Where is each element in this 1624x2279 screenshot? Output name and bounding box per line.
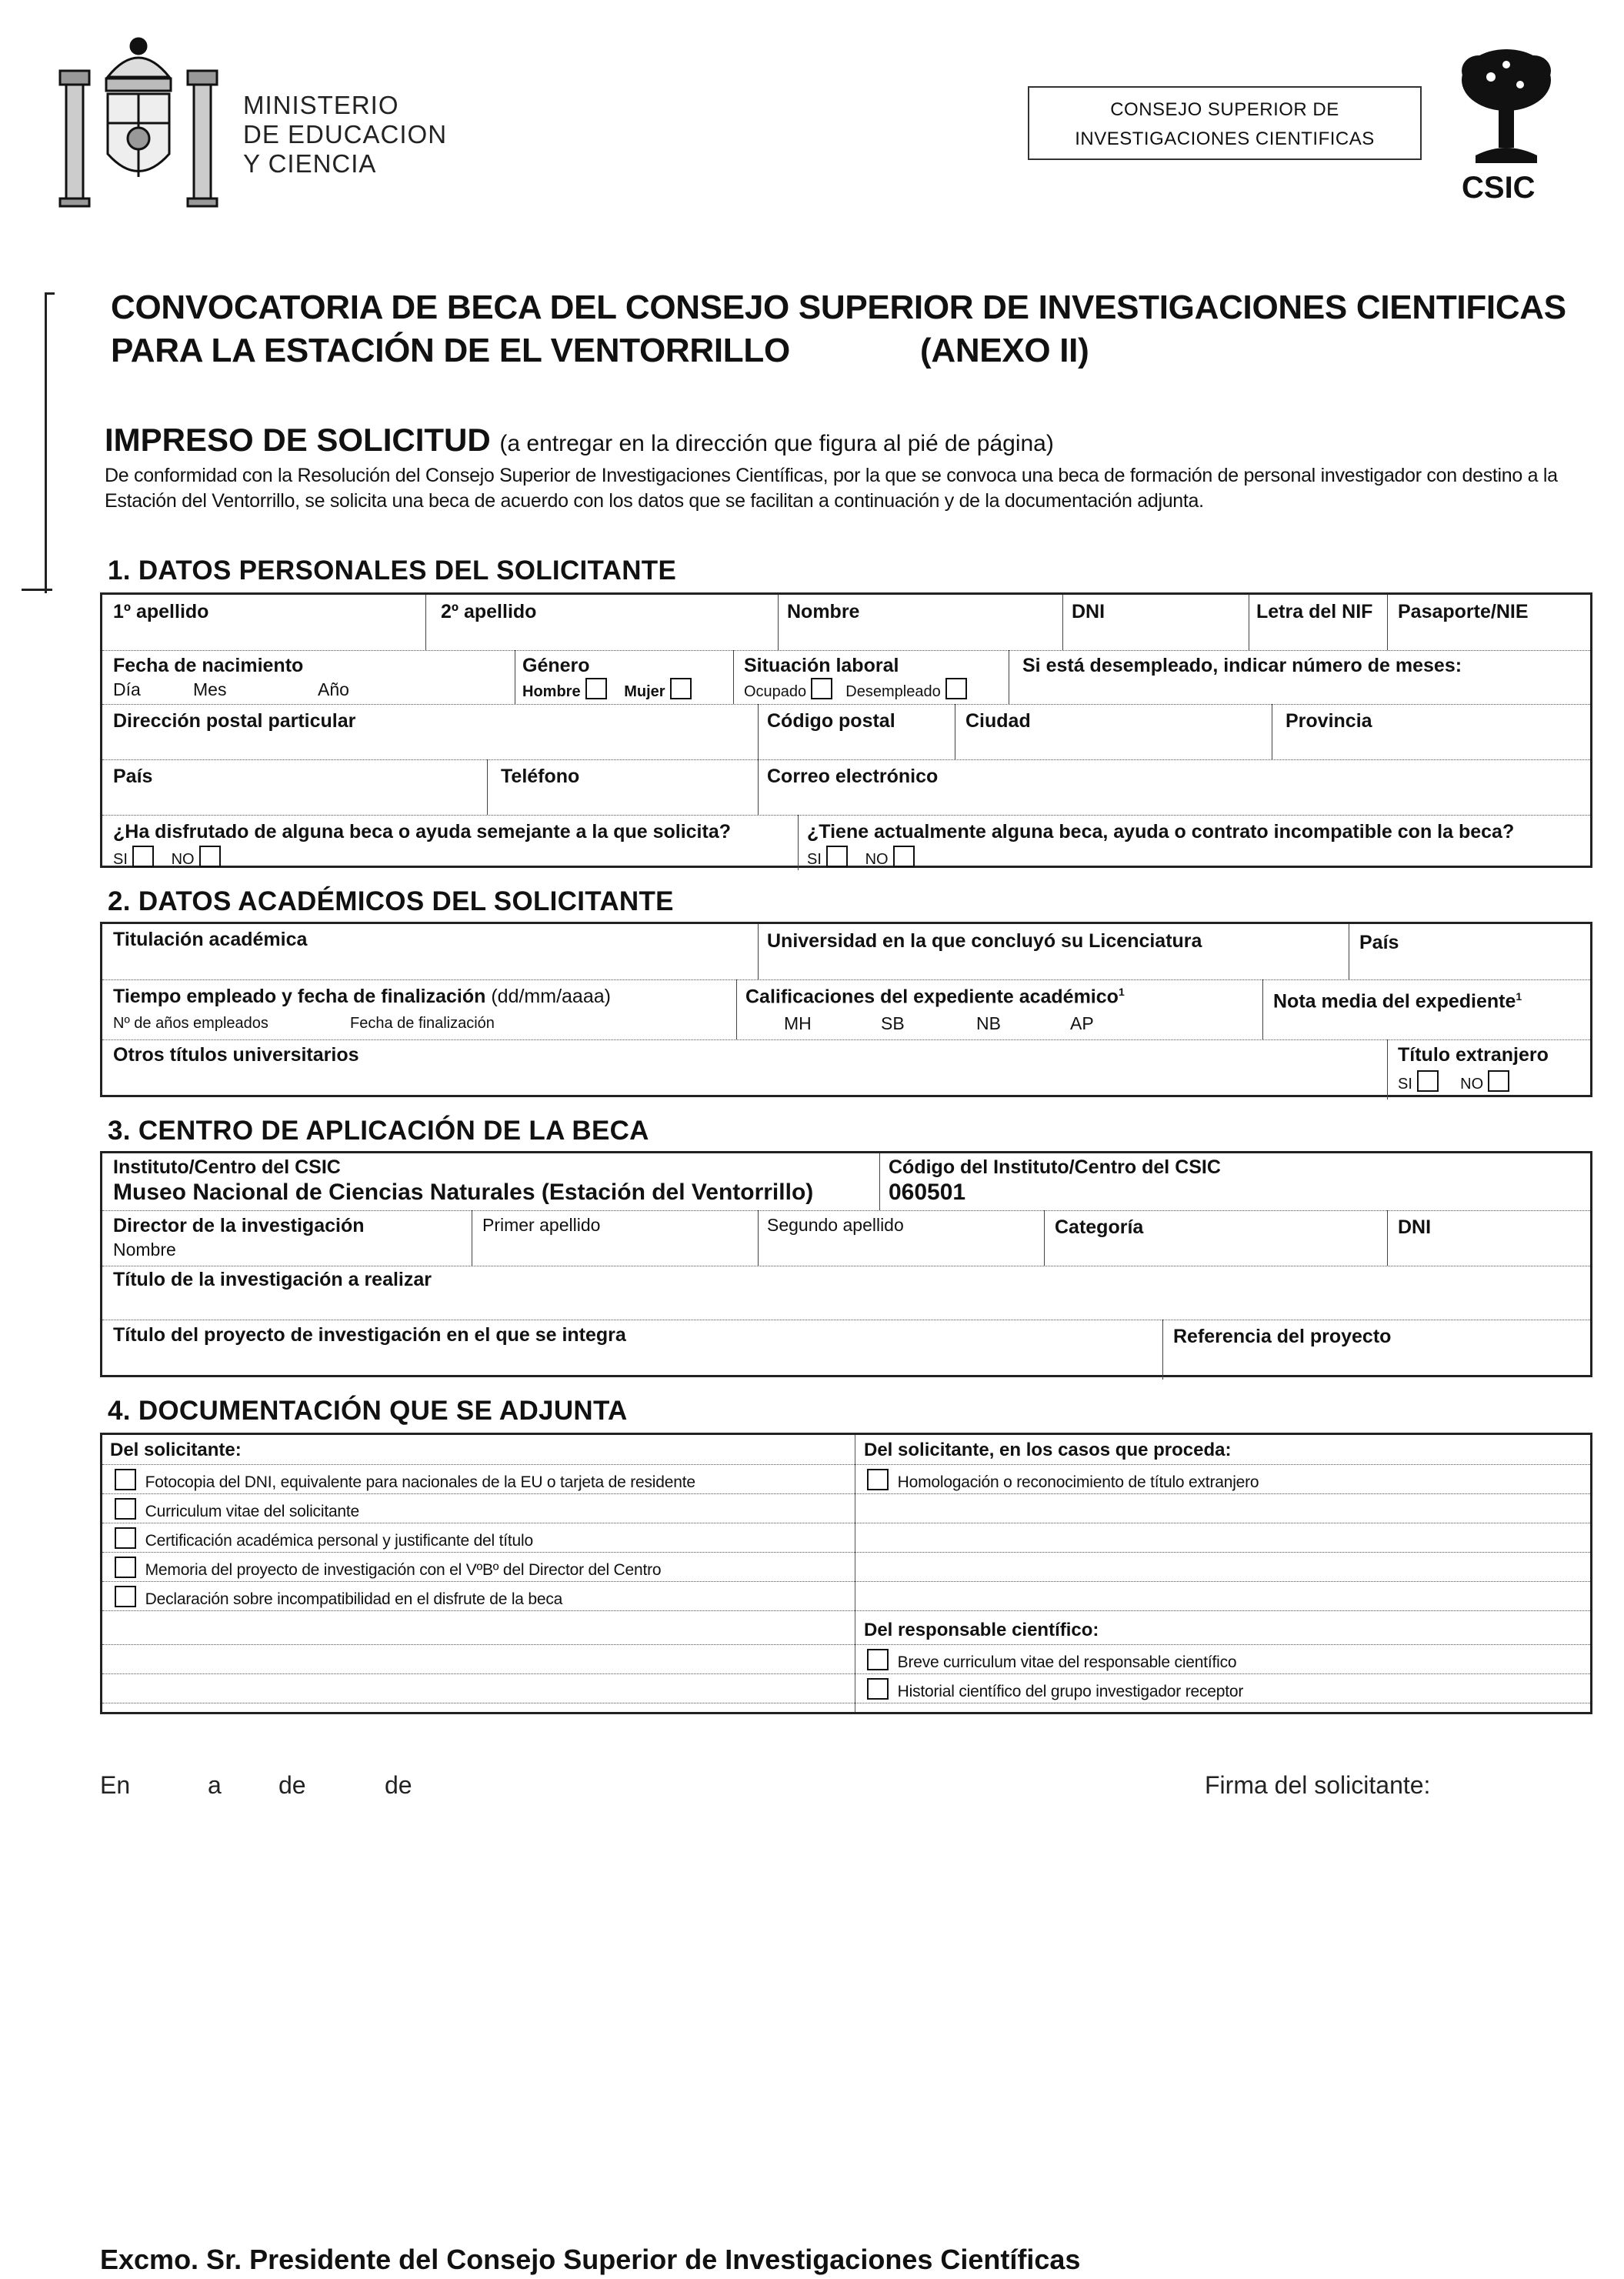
application-center-table: [100, 1151, 1592, 1377]
table-row: Otros títulos universitarios Título extranjero SI NO: [102, 1039, 1590, 1099]
title-bracket-foot: [22, 589, 52, 591]
table-row: Del responsable científico:: [102, 1610, 1590, 1645]
intro-paragraph: De conformidad con la Resolución del Consejo Superior de Investigaciones Científicas, por la que se convoca una beca de formación de personal investigador con destino a la Estación del Ventorrillo, se solicita una beca de acuerdo con los datos que se facilitan a continuación y de la documentación adjunta.: [105, 465, 1558, 512]
day-label: a: [208, 1771, 222, 1799]
doc-incompatibility-checkbox[interactable]: [115, 1586, 136, 1607]
incompatible-yes-checkbox[interactable]: [826, 846, 848, 867]
table-row: Fecha de nacimiento Día Mes Año Género Hombre Mujer Situación laboral Ocupado Desempleado Si está desempleado, indicar número de meses:: [102, 650, 1590, 705]
doc-homologation-checkbox[interactable]: [867, 1469, 889, 1490]
table-row: País Teléfono Correo electrónico: [102, 759, 1590, 816]
title-bracket: [45, 292, 55, 593]
personal-data-table: [100, 592, 1592, 868]
foreign-title-yes-checkbox[interactable]: [1417, 1070, 1439, 1092]
prev-grant-yes-checkbox[interactable]: [132, 846, 154, 867]
delivery-note: (a entregar en la dirección que figura al pié de página): [499, 431, 1054, 456]
section-1-heading: 1. DATOS PERSONALES DEL SOLICITANTE: [108, 556, 677, 586]
documentation-table: [100, 1433, 1592, 1714]
section-3-heading: 3. CENTRO DE APLICACIÓN DE LA BECA: [108, 1116, 649, 1146]
section-4-heading: 4. DOCUMENTACIÓN QUE SE ADJUNTA: [108, 1396, 628, 1426]
table-row: Director de la investigación Nombre Primer apellido Segundo apellido Categoría DNI: [102, 1210, 1590, 1266]
csic-tree-logo: [1452, 40, 1560, 171]
ministry-name: MINISTERIO DE EDUCACION Y CIENCIA: [243, 91, 448, 178]
institute-code-value: 060501: [889, 1180, 966, 1205]
section-2-heading: 2. DATOS ACADÉMICOS DEL SOLICITANTE: [108, 886, 674, 916]
incompatible-no-checkbox[interactable]: [893, 846, 915, 867]
institute-value: Museo Nacional de Ciencias Naturales (Estación del Ventorrillo): [113, 1180, 814, 1205]
council-name-box: CONSEJO SUPERIOR DE INVESTIGACIONES CIENTIFICAS: [1028, 86, 1422, 160]
unemployed-months-label: Si está desempleado, indicar número de meses:: [1022, 655, 1462, 676]
list-item: Declaración sobre incompatibilidad en el disfrute de la beca: [102, 1581, 1590, 1611]
doc-dni-checkbox[interactable]: [115, 1469, 136, 1490]
form-heading: IMPRESO DE SOLICITUD (a entregar en la dirección que figura al pié de página): [105, 422, 1054, 458]
list-item: Certificación académica personal y justificante del título: [102, 1523, 1590, 1553]
csic-acronym: CSIC: [1462, 171, 1536, 205]
coat-of-arms-logo: [54, 23, 223, 208]
doc-group-history-checkbox[interactable]: [867, 1678, 889, 1700]
month-label: de: [278, 1771, 306, 1799]
doc-resp-cv-checkbox[interactable]: [867, 1649, 889, 1670]
doc-cv-checkbox[interactable]: [115, 1498, 136, 1520]
table-row: Del solicitante: Del solicitante, en los casos que proceda:: [102, 1435, 1590, 1465]
table-row: Título de la investigación a realizar: [102, 1266, 1590, 1320]
foreign-title-no-checkbox[interactable]: [1488, 1070, 1509, 1092]
academic-data-table: [100, 922, 1592, 1097]
list-item: Fotocopia del DNI, equivalente para nacionales de la EU o tarjeta de residente Homologación o reconocimiento de título extranjero: [102, 1464, 1590, 1494]
table-row: Tiempo empleado y fecha de finalización (dd/mm/aaaa) Nº de años empleados Fecha de finalización Calificaciones del expediente académico$^1$ MH SB NB AP Nota media del expediente$^1$: [102, 979, 1590, 1040]
list-item: Curriculum vitae del solicitante: [102, 1493, 1590, 1523]
doc-project-memo-checkbox[interactable]: [115, 1557, 136, 1578]
page-title: CONVOCATORIA DE BECA DEL CONSEJO SUPERIOR DE INVESTIGACIONES CIENTIFICAS PARA LA ESTACIÓN DE EL VENTORRILLO (ANEXO II): [111, 286, 1566, 372]
table-row: Dirección postal particular Código postal Ciudad Provincia: [102, 704, 1590, 760]
table-row: Instituto/Centro del CSIC Museo Nacional de Ciencias Naturales (Estación del Ventorrillo) Código del Instituto/Centro del CSIC 060501: [102, 1153, 1590, 1211]
annex-label: (ANEXO II): [920, 332, 1089, 369]
year-label: de: [385, 1771, 412, 1799]
employed-checkbox[interactable]: [811, 678, 832, 699]
female-checkbox[interactable]: [670, 678, 692, 699]
table-row: ¿Ha disfrutado de alguna beca o ayuda semejante a la que solicita? SI NO ¿Tiene actualmente alguna beca, ayuda o contrato incompatible con la beca? SI NO: [102, 815, 1590, 870]
list-item: Historial científico del grupo investigador receptor: [102, 1673, 1590, 1703]
table-row: 1º apellido 2º apellido Nombre DNI Letra del NIF Pasaporte/NIE: [102, 595, 1590, 651]
doc-academic-cert-checkbox[interactable]: [115, 1527, 136, 1549]
male-checkbox[interactable]: [585, 678, 607, 699]
prev-grant-no-checkbox[interactable]: [199, 846, 221, 867]
place-label: En: [100, 1771, 131, 1799]
table-row: Título del proyecto de investigación en el que se integra Referencia del proyecto: [102, 1320, 1590, 1380]
list-item: Memoria del proyecto de investigación con el VºBº del Director del Centro: [102, 1552, 1590, 1582]
signature-label: Firma del solicitante:: [1205, 1771, 1431, 1799]
addressee: Excmo. Sr. Presidente del Consejo Superior de Investigaciones Científicas: [100, 2244, 1081, 2275]
unemployed-checkbox[interactable]: [945, 678, 967, 699]
table-row: Titulación académica Universidad en la que concluyó su Licenciatura País: [102, 924, 1590, 980]
list-item: Breve curriculum vitae del responsable científico: [102, 1644, 1590, 1674]
